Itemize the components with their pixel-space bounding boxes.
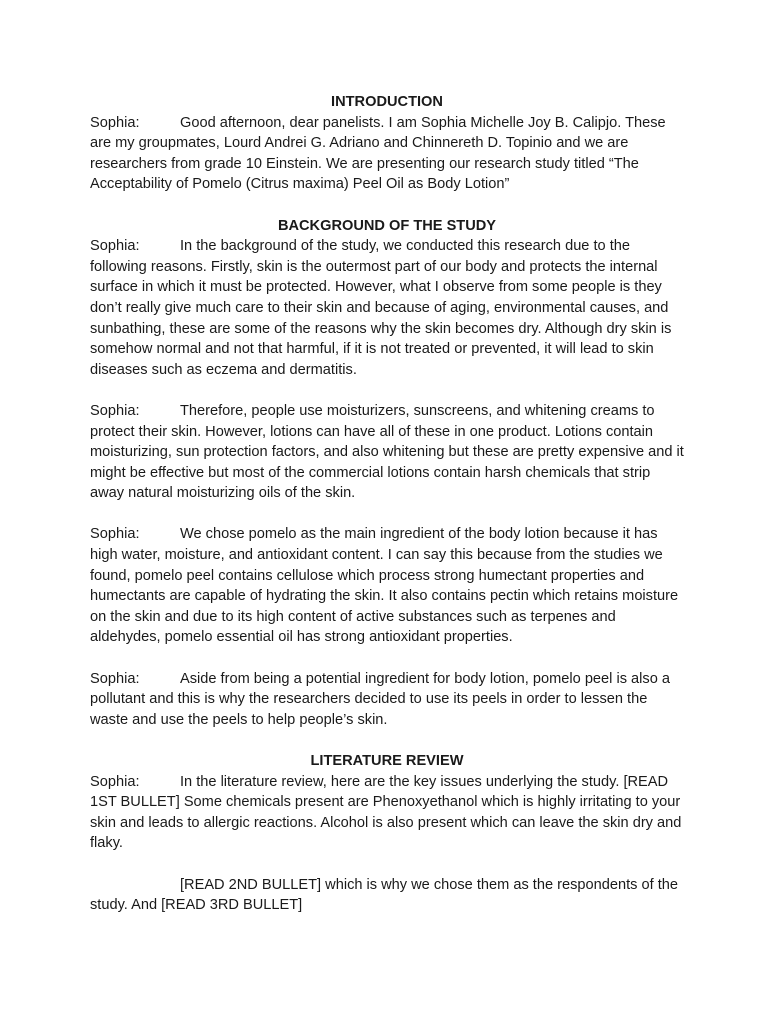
paragraph-background-4	[90, 669, 684, 731]
paragraph-text: In the background of the study, we conducted this research due to the following reasons. Firstly, skin is the outermost part of our body and protects the internal surface in which it must be protected. However, what I observe from some people is they don’t really give much care to their skin and because of aging, environmental causes, and sunbathing, these are some of the reasons why the skin becomes dry. Although dry skin is somehow normal and not that harmful, if it is not treated or prevented, it will lead to skin diseases such as eczema and dermatitis.	[90, 238, 672, 378]
section-heading-literature-review: LITERATURE REVIEW	[310, 753, 464, 769]
paragraph-text: In the literature review, here are the key issues underlying the study. [READ 1ST BULLET] Some chemicals present are Phenoxyethanol which is highly irritating to your skin and leads to allergic reactions. Alcohol is also present which can leave the skin dry and flaky.	[90, 773, 682, 852]
paragraph-background-3	[90, 524, 684, 648]
paragraph-text: Therefore, people use moisturizers, sunscreens, and whitening creams to protect their skin. However, lotions can have all of these in one product. Lotions contain moisturizing, sun protection factors, and also whitening but these are pretty expensive and it might be effective but most of the commercial lotions contain harsh chemicals that strip away natural moisturizing oils of the skin.	[90, 402, 684, 502]
speaker-label: Sophia:	[90, 670, 140, 687]
document-page	[90, 92, 684, 916]
speaker-label: Sophia:	[90, 114, 140, 131]
section-heading-introduction: INTRODUCTION	[331, 94, 443, 110]
speaker-label: Sophia:	[90, 526, 140, 543]
paragraph-literature-1	[90, 772, 684, 854]
paragraph-text: Aside from being a potential ingredient for body lotion, pomelo peel is also a pollutant and this is why the researchers decided to use its peels in order to lessen the waste and use the peels to help people’s skin.	[90, 670, 671, 728]
speaker-label: Sophia:	[90, 238, 140, 255]
paragraph-text: Good afternoon, dear panelists. I am Sophia Michelle Joy B. Calipjo. These are my groupmates, Lourd Andrei G. Adriano and Chinnereth D. Topinio and we are researchers from grade 10 Einstein. We are presenting our research study titled “The Acceptability of Pomelo (Citrus maxima) Peel Oil as Body Lotion”	[90, 114, 666, 193]
paragraph-introduction	[90, 113, 684, 195]
section-heading-background: BACKGROUND OF THE STUDY	[277, 217, 497, 234]
paragraph-text: We chose pomelo as the main ingredient of the body lotion because it has high water, moisture, and antioxidant content. I can say this because from the studies we found, pomelo peel contains cellulose which process strong humectant properties and humectants are capable of hydrating the skin. It also contains pectin which retains moisture on the skin and due to its high content of active substances such as terpenes and aldehydes, pomelo essential oil has strong antioxidant properties.	[90, 526, 679, 646]
speaker-label: Sophia:	[90, 773, 140, 790]
speaker-label: Sophia:	[90, 402, 140, 419]
paragraph-background-1	[90, 236, 684, 380]
paragraph-text: [READ 2ND BULLET] which is why we chose them as the respondents of the study. And [READ 3RD BULLET]	[90, 876, 679, 914]
paragraph-literature-2	[90, 875, 684, 916]
paragraph-background-2	[90, 401, 684, 504]
